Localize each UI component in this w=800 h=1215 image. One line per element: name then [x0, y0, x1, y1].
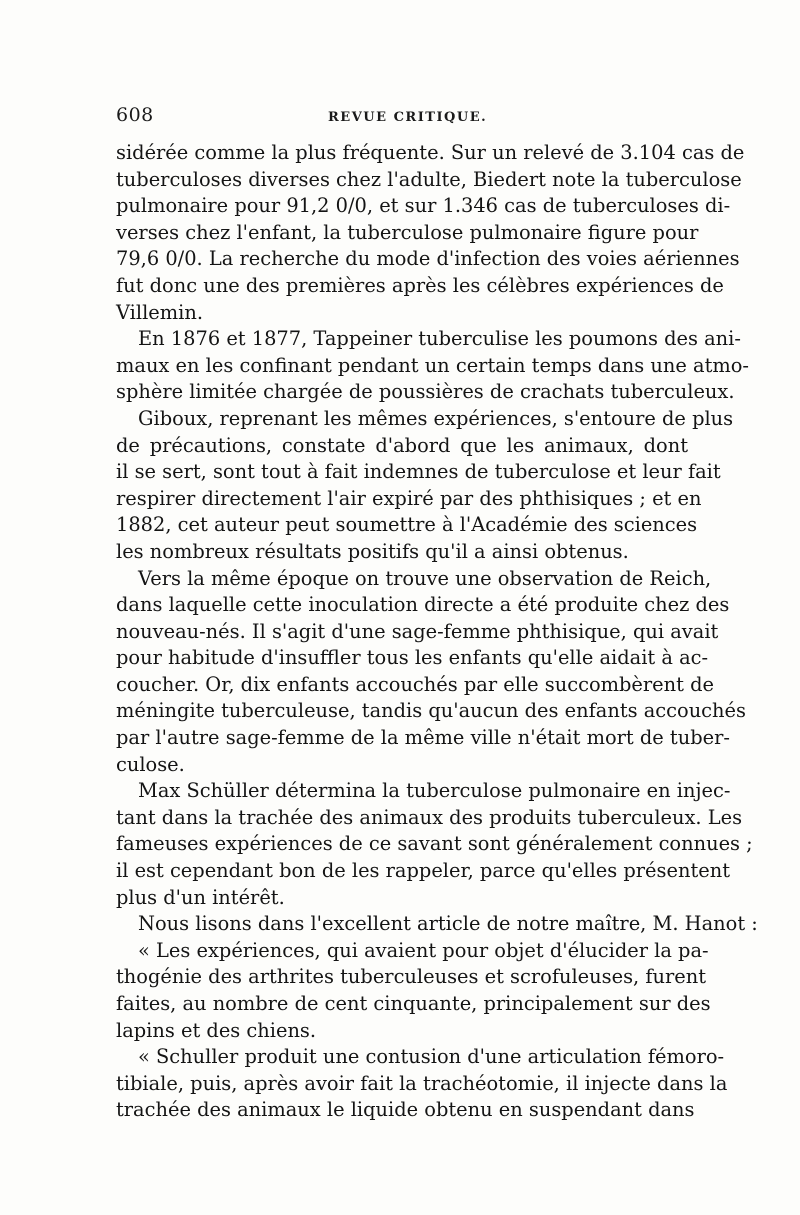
text-line: dans laquelle cette inoculation directe a été produite chez des	[116, 593, 730, 617]
text-line: maux en les confinant pendant un certain temps dans une atmo-	[116, 353, 749, 377]
body-text	[116, 140, 758, 1124]
page-header	[116, 104, 686, 128]
text-line: sphère limitée chargée de poussières de crachats tuberculeux.	[116, 380, 735, 404]
text-line: lapins et des chiens.	[116, 1018, 317, 1042]
text-line: Giboux, reprenant les mêmes expériences, s'entoure de plus	[138, 406, 734, 430]
text-line: Vers la même époque on trouve une observation de Reich,	[138, 566, 712, 590]
text-line: plus d'un intérêt.	[116, 885, 285, 909]
text-line: respirer directement l'air expiré par des phthisiques ; et en	[116, 486, 702, 510]
text-line: de précautions, constate d'abord que les animaux, dont	[116, 433, 688, 457]
text-line: Nous lisons dans l'excellent article de notre maître, M. Hanot :	[138, 912, 758, 936]
text-line: pulmonaire pour 91,2 0/0, et sur 1.346 cas de tuberculoses di-	[116, 194, 731, 218]
text-line: coucher. Or, dix enfants accouchés par elle succombèrent de	[116, 672, 714, 696]
text-line: « Les expériences, qui avaient pour objet d'élucider la pa-	[138, 938, 709, 962]
text-line: fut donc une des premières après les célèbres expériences de	[116, 273, 724, 297]
text-line: tibiale, puis, après avoir fait la trachéotomie, il injecte dans la	[116, 1071, 728, 1095]
text-line: Villemin.	[116, 300, 203, 324]
text-line: nouveau-nés. Il s'agit d'une sage-femme phthisique, qui avait	[116, 619, 719, 643]
text-line: pour habitude d'insuffler tous les enfants qu'elle aidait à ac-	[116, 646, 709, 670]
text-line: 1882, cet auteur peut soumettre à l'Académie des sciences	[116, 513, 698, 537]
text-line: faites, au nombre de cent cinquante, principalement sur des	[116, 992, 711, 1015]
text-line: 79,6 0/0. La recherche du mode d'infection des voies aériennes	[116, 247, 740, 271]
text-line: méningite tuberculeuse, tandis qu'aucun des enfants accouchés	[116, 699, 746, 723]
running-title: REVUE CRITIQUE.	[328, 110, 488, 125]
text-line: sidérée comme la plus fréquente. Sur un relevé de 3.104 cas de	[116, 141, 745, 164]
text-line: trachée des animaux le liquide obtenu en suspendant dans	[116, 1098, 695, 1122]
text-line: les nombreux résultats positifs qu'il a ainsi obtenus.	[116, 539, 629, 563]
text-line: thogénie des arthrites tuberculeuses et scrofuleuses, furent	[116, 965, 707, 989]
text-line: par l'autre sage-femme de la même ville n'était mort de tuber-	[116, 726, 730, 750]
page-number: 608	[116, 104, 154, 126]
text-line: tant dans la trachée des animaux des produits tuberculeux. Les	[116, 805, 743, 829]
text-line: « Schuller produit une contusion d'une articulation fémoro-	[138, 1045, 725, 1069]
text-line: Max Schüller détermina la tuberculose pulmonaire en injec-	[138, 779, 731, 803]
text-line: fameuses expériences de ce savant sont généralement connues ;	[116, 832, 753, 856]
text-line: il se sert, sont tout à fait indemnes de tuberculose et leur fait	[116, 460, 721, 484]
text-line: verses chez l'enfant, la tuberculose pulmonaire figure pour	[116, 220, 699, 244]
text-line: culose.	[116, 752, 185, 776]
text-line: tuberculoses diverses chez l'adulte, Biedert note la tuberculose	[116, 167, 742, 191]
text-line: il est cependant bon de les rappeler, parce qu'elles présentent	[116, 859, 730, 883]
text-line: En 1876 et 1877, Tappeiner tuberculise les poumons des ani-	[138, 327, 741, 351]
